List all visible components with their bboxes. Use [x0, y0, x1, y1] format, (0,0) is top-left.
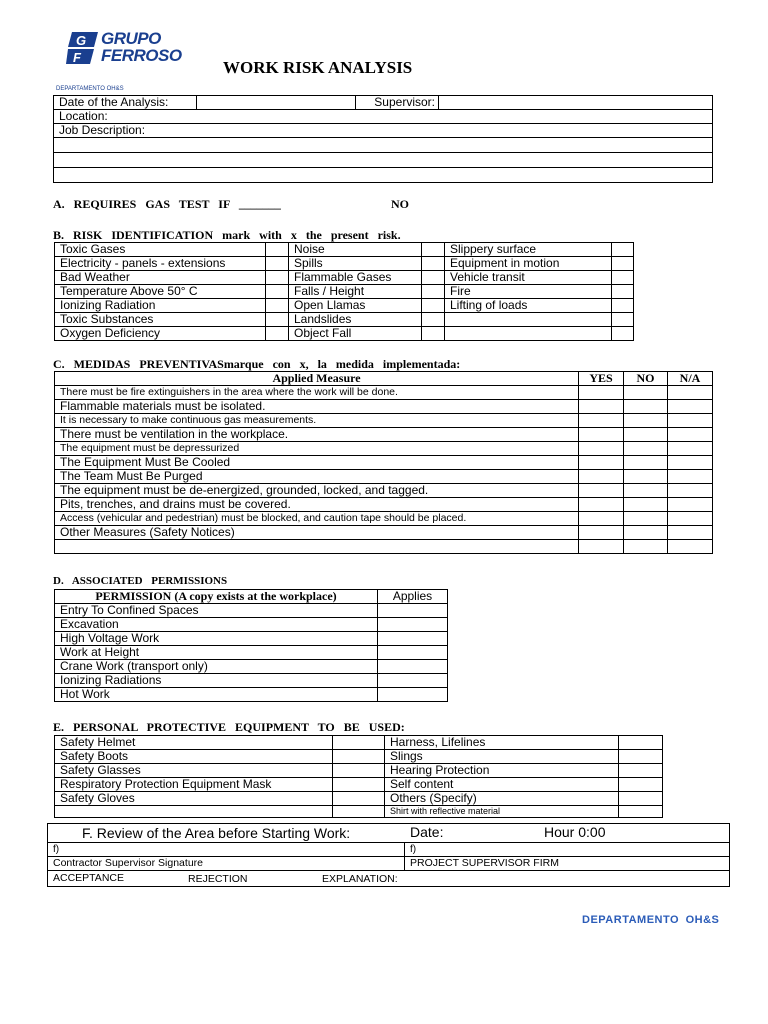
ppe-row — [55, 778, 663, 792]
date-field[interactable] — [197, 96, 356, 110]
measure-row — [55, 498, 713, 512]
risk-label: Ionizing Radiation — [55, 299, 266, 313]
supervisor-label: Supervisor: — [356, 96, 439, 110]
logo-line-2: FERROSO — [101, 46, 182, 65]
section-b-label: B. RISK IDENTIFICATION — [53, 228, 214, 242]
measure-yes-cell[interactable] — [579, 540, 624, 554]
risk-mark-cell[interactable] — [422, 285, 445, 299]
measure-na-cell[interactable] — [668, 456, 713, 470]
measure-label: There must be ventilation in the workplace. — [55, 428, 579, 442]
measure-label: Pits, trenches, and drains must be covered. — [55, 498, 579, 512]
measure-na-cell[interactable] — [668, 540, 713, 554]
col-na: N/A — [668, 372, 713, 386]
risk-label: Toxic Gases — [55, 243, 266, 257]
permission-applies-cell[interactable] — [378, 604, 448, 618]
risk-row — [55, 313, 634, 327]
project-supervisor-firm-label: PROJECT SUPERVISOR FIRM — [405, 857, 730, 871]
measure-na-cell[interactable] — [668, 428, 713, 442]
ppe-label: Safety Glasses — [55, 764, 333, 778]
risk-label — [445, 327, 612, 341]
measure-na-cell[interactable] — [668, 512, 713, 526]
ppe-label — [55, 806, 333, 818]
measure-no-cell[interactable] — [624, 484, 668, 498]
risk-label — [445, 313, 612, 327]
measure-no-cell[interactable] — [624, 512, 668, 526]
measure-yes-cell[interactable] — [579, 428, 624, 442]
job-description-line[interactable] — [54, 153, 713, 168]
risk-label: Flammable Gases — [289, 271, 422, 285]
risk-mark-cell[interactable] — [266, 257, 289, 271]
department-footer: DEPARTAMENTO OH&S — [582, 914, 720, 926]
measure-row — [55, 414, 713, 428]
area-review-date-label[interactable]: Date: — [410, 824, 444, 840]
risk-row — [55, 271, 634, 285]
risk-mark-cell[interactable] — [612, 313, 634, 327]
risk-label: Oxygen Deficiency — [55, 327, 266, 341]
ppe-mark-cell[interactable] — [619, 764, 663, 778]
risk-label: Slippery surface — [445, 243, 612, 257]
svg-text:G: G — [76, 33, 87, 48]
measure-yes-cell[interactable] — [579, 512, 624, 526]
permission-applies-cell[interactable] — [378, 618, 448, 632]
ppe-label: Slings — [385, 750, 619, 764]
risk-mark-cell[interactable] — [266, 327, 289, 341]
col-applied-measure: Applied Measure — [55, 372, 579, 386]
risk-mark-cell[interactable] — [422, 257, 445, 271]
measure-label: Flammable materials must be isolated. — [55, 400, 579, 414]
risk-label: Toxic Substances — [55, 313, 266, 327]
risk-mark-cell[interactable] — [612, 299, 634, 313]
risk-mark-cell[interactable] — [612, 271, 634, 285]
risk-row — [55, 299, 634, 313]
measure-label: Other Measures (Safety Notices) — [55, 526, 579, 540]
permission-row — [55, 632, 448, 646]
contractor-signature-field[interactable]: f) — [48, 843, 405, 857]
measure-na-cell[interactable] — [668, 400, 713, 414]
ppe-row — [55, 736, 663, 750]
col-permission: PERMISSION (A copy exists at the workplace) — [55, 590, 378, 604]
permission-applies-cell[interactable] — [378, 632, 448, 646]
ppe-mark-cell[interactable] — [619, 792, 663, 806]
risk-label: Falls / Height — [289, 285, 422, 299]
acceptance-option[interactable]: ACCEPTANCE — [53, 872, 124, 884]
ppe-mark-cell[interactable] — [619, 806, 663, 818]
risk-mark-cell[interactable] — [422, 299, 445, 313]
measure-row — [55, 484, 713, 498]
col-applies: Applies — [378, 590, 448, 604]
section-e-heading: E. PERSONAL PROTECTIVE EQUIPMENT TO BE USED: — [53, 720, 405, 734]
ppe-row — [55, 792, 663, 806]
measure-yes-cell[interactable] — [579, 414, 624, 428]
ppe-mark-cell[interactable] — [619, 778, 663, 792]
explanation-label[interactable]: EXPLANATION: — [322, 873, 398, 885]
ppe-mark-cell[interactable] — [619, 736, 663, 750]
area-review-row — [48, 824, 730, 843]
measure-no-cell[interactable] — [624, 428, 668, 442]
measure-label: It is necessary to make continuous gas measurements. — [55, 414, 579, 428]
col-yes: YES — [579, 372, 624, 386]
measure-na-cell[interactable] — [668, 386, 713, 400]
area-review-label: F. Review of the Area before Starting Work: — [82, 824, 351, 841]
measure-yes-cell[interactable] — [579, 470, 624, 484]
section-c-heading — [53, 357, 460, 372]
job-description-field[interactable]: Job Description: — [54, 124, 713, 138]
permission-row — [55, 646, 448, 660]
ppe-label: Safety Gloves — [55, 792, 333, 806]
measure-yes-cell[interactable] — [579, 400, 624, 414]
measure-no-cell[interactable] — [624, 456, 668, 470]
grupo-ferroso-logo-icon — [66, 32, 98, 64]
col-no: NO — [624, 372, 668, 386]
permission-row — [55, 660, 448, 674]
section-a-heading — [53, 197, 281, 212]
risk-label: Fire — [445, 285, 612, 299]
measure-label — [55, 540, 579, 554]
measure-yes-cell[interactable] — [579, 456, 624, 470]
risk-mark-cell[interactable] — [422, 271, 445, 285]
measure-na-cell[interactable] — [668, 484, 713, 498]
measure-no-cell[interactable] — [624, 442, 668, 456]
risk-mark-cell[interactable] — [422, 243, 445, 257]
risk-mark-cell[interactable] — [422, 313, 445, 327]
risk-identification-table — [54, 242, 634, 341]
measure-row — [55, 386, 713, 400]
measure-row — [55, 526, 713, 540]
risk-label: Object Fall — [289, 327, 422, 341]
permission-label: Crane Work (transport only) — [55, 660, 378, 674]
ppe-table — [54, 735, 663, 818]
risk-mark-cell[interactable] — [612, 257, 634, 271]
risk-label: Lifting of loads — [445, 299, 612, 313]
risk-label: Spills — [289, 257, 422, 271]
ppe-mark-cell[interactable] — [619, 750, 663, 764]
ppe-row — [55, 806, 663, 818]
logo-line-1: GRUPO — [101, 29, 161, 48]
measure-label: Access (vehicular and pedestrian) must be blocked, and caution tape should be placed. — [55, 512, 579, 526]
permission-label: Entry To Confined Spaces — [55, 604, 378, 618]
risk-label: Open Llamas — [289, 299, 422, 313]
risk-label: Temperature Above 50° C — [55, 285, 266, 299]
section-c-label: C. MEDIDAS PREVENTIVAS — [53, 357, 224, 371]
measure-na-cell[interactable] — [668, 414, 713, 428]
ppe-mark-cell[interactable] — [333, 764, 385, 778]
svg-text:F: F — [73, 50, 81, 64]
risk-label: Electricity - panels - extensions — [55, 257, 266, 271]
measure-na-cell[interactable] — [668, 442, 713, 456]
permission-row — [55, 604, 448, 618]
permission-label: Excavation — [55, 618, 378, 632]
measure-label: The equipment must be depressurized — [55, 442, 579, 456]
measure-no-cell[interactable] — [624, 470, 668, 484]
permission-label: Work at Height — [55, 646, 378, 660]
permission-row — [55, 618, 448, 632]
risk-row — [55, 257, 634, 271]
ppe-mark-cell[interactable] — [333, 750, 385, 764]
permission-applies-cell[interactable] — [378, 674, 448, 688]
risk-mark-cell[interactable] — [612, 327, 634, 341]
ppe-label: Self content — [385, 778, 619, 792]
risk-label: Noise — [289, 243, 422, 257]
permission-row — [55, 674, 448, 688]
ppe-label: Safety Boots — [55, 750, 333, 764]
measure-row — [55, 456, 713, 470]
permission-applies-cell[interactable] — [378, 660, 448, 674]
ppe-mark-cell[interactable] — [333, 736, 385, 750]
section-b-heading — [53, 228, 401, 243]
risk-mark-cell[interactable] — [266, 313, 289, 327]
risk-label: Landslides — [289, 313, 422, 327]
measure-yes-cell[interactable] — [579, 484, 624, 498]
risk-mark-cell[interactable] — [422, 327, 445, 341]
measure-no-cell[interactable] — [624, 400, 668, 414]
measure-yes-cell[interactable] — [579, 442, 624, 456]
department-small-label: DEPARTAMENTO OH&S — [56, 86, 124, 92]
ppe-row — [55, 764, 663, 778]
measure-row — [55, 512, 713, 526]
ppe-label: Shirt with reflective material — [385, 806, 619, 818]
permission-applies-cell[interactable] — [378, 646, 448, 660]
header-fields-table — [53, 95, 713, 183]
risk-label: Equipment in motion — [445, 257, 612, 271]
measure-label: There must be fire extinguishers in the area where the work will be done. — [55, 386, 579, 400]
risk-row — [55, 327, 634, 341]
measure-row — [55, 470, 713, 484]
measure-na-cell[interactable] — [668, 470, 713, 484]
section-d-heading: D. ASSOCIATED PERMISSIONS — [53, 575, 228, 587]
section-c-instruction: marque con x, la medida implementada: — [223, 357, 461, 371]
ppe-label: Others (Specify) — [385, 792, 619, 806]
location-field[interactable]: Location: — [54, 110, 713, 124]
risk-label: Bad Weather — [55, 271, 266, 285]
area-review-hour-label[interactable]: Hour 0:00 — [544, 824, 606, 840]
measure-no-cell[interactable] — [624, 526, 668, 540]
measure-yes-cell[interactable] — [579, 498, 624, 512]
measure-no-cell[interactable] — [624, 540, 668, 554]
measure-label: The equipment must be de-energized, grounded, locked, and tagged. — [55, 484, 579, 498]
risk-mark-cell[interactable] — [612, 243, 634, 257]
risk-mark-cell[interactable] — [266, 285, 289, 299]
ppe-label: Safety Helmet — [55, 736, 333, 750]
measure-label: The Equipment Must Be Cooled — [55, 456, 579, 470]
ppe-label: Harness, Lifelines — [385, 736, 619, 750]
job-description-line[interactable] — [54, 168, 713, 183]
risk-mark-cell[interactable] — [266, 299, 289, 313]
section-b-instruction: mark with x the present risk. — [222, 228, 401, 242]
permission-label: High Voltage Work — [55, 632, 378, 646]
page-title: WORK RISK ANALYSIS — [223, 58, 413, 77]
measure-no-cell[interactable] — [624, 386, 668, 400]
rejection-option[interactable]: REJECTION — [188, 873, 248, 885]
measure-yes-cell[interactable] — [579, 386, 624, 400]
risk-row — [55, 285, 634, 299]
measure-row — [55, 540, 713, 554]
ppe-mark-cell[interactable] — [333, 806, 385, 818]
project-supervisor-signature-field[interactable]: f) — [405, 843, 730, 857]
measure-no-cell[interactable] — [624, 498, 668, 512]
permission-label: Ionizing Radiations — [55, 674, 378, 688]
ppe-mark-cell[interactable] — [333, 778, 385, 792]
measure-label: The Team Must Be Purged — [55, 470, 579, 484]
risk-row — [55, 243, 634, 257]
measure-no-cell[interactable] — [624, 414, 668, 428]
measure-na-cell[interactable] — [668, 526, 713, 540]
risk-mark-cell[interactable] — [612, 285, 634, 299]
permission-applies-cell[interactable] — [378, 688, 448, 702]
ppe-label: Hearing Protection — [385, 764, 619, 778]
measure-row — [55, 428, 713, 442]
supervisor-field[interactable] — [439, 96, 713, 110]
permission-label: Hot Work — [55, 688, 378, 702]
measure-row — [55, 442, 713, 456]
measure-na-cell[interactable] — [668, 498, 713, 512]
section-a-label: A. REQUIRES GAS TEST IF _______ — [53, 197, 281, 211]
area-review-table — [47, 823, 730, 887]
decision-row — [48, 871, 730, 887]
measure-yes-cell[interactable] — [579, 526, 624, 540]
risk-mark-cell[interactable] — [266, 271, 289, 285]
risk-label: Vehicle transit — [445, 271, 612, 285]
ppe-mark-cell[interactable] — [333, 792, 385, 806]
permission-row — [55, 688, 448, 702]
company-logo-text — [101, 30, 182, 64]
date-label: Date of the Analysis: — [54, 96, 197, 110]
job-description-line[interactable] — [54, 138, 713, 153]
risk-mark-cell[interactable] — [266, 243, 289, 257]
section-a-no[interactable]: NO — [391, 197, 409, 211]
measure-row — [55, 400, 713, 414]
ppe-row — [55, 750, 663, 764]
permissions-table — [54, 589, 448, 702]
ppe-label: Respiratory Protection Equipment Mask — [55, 778, 333, 792]
preventive-measures-table — [54, 371, 713, 554]
contractor-signature-label: Contractor Supervisor Signature — [48, 857, 405, 871]
